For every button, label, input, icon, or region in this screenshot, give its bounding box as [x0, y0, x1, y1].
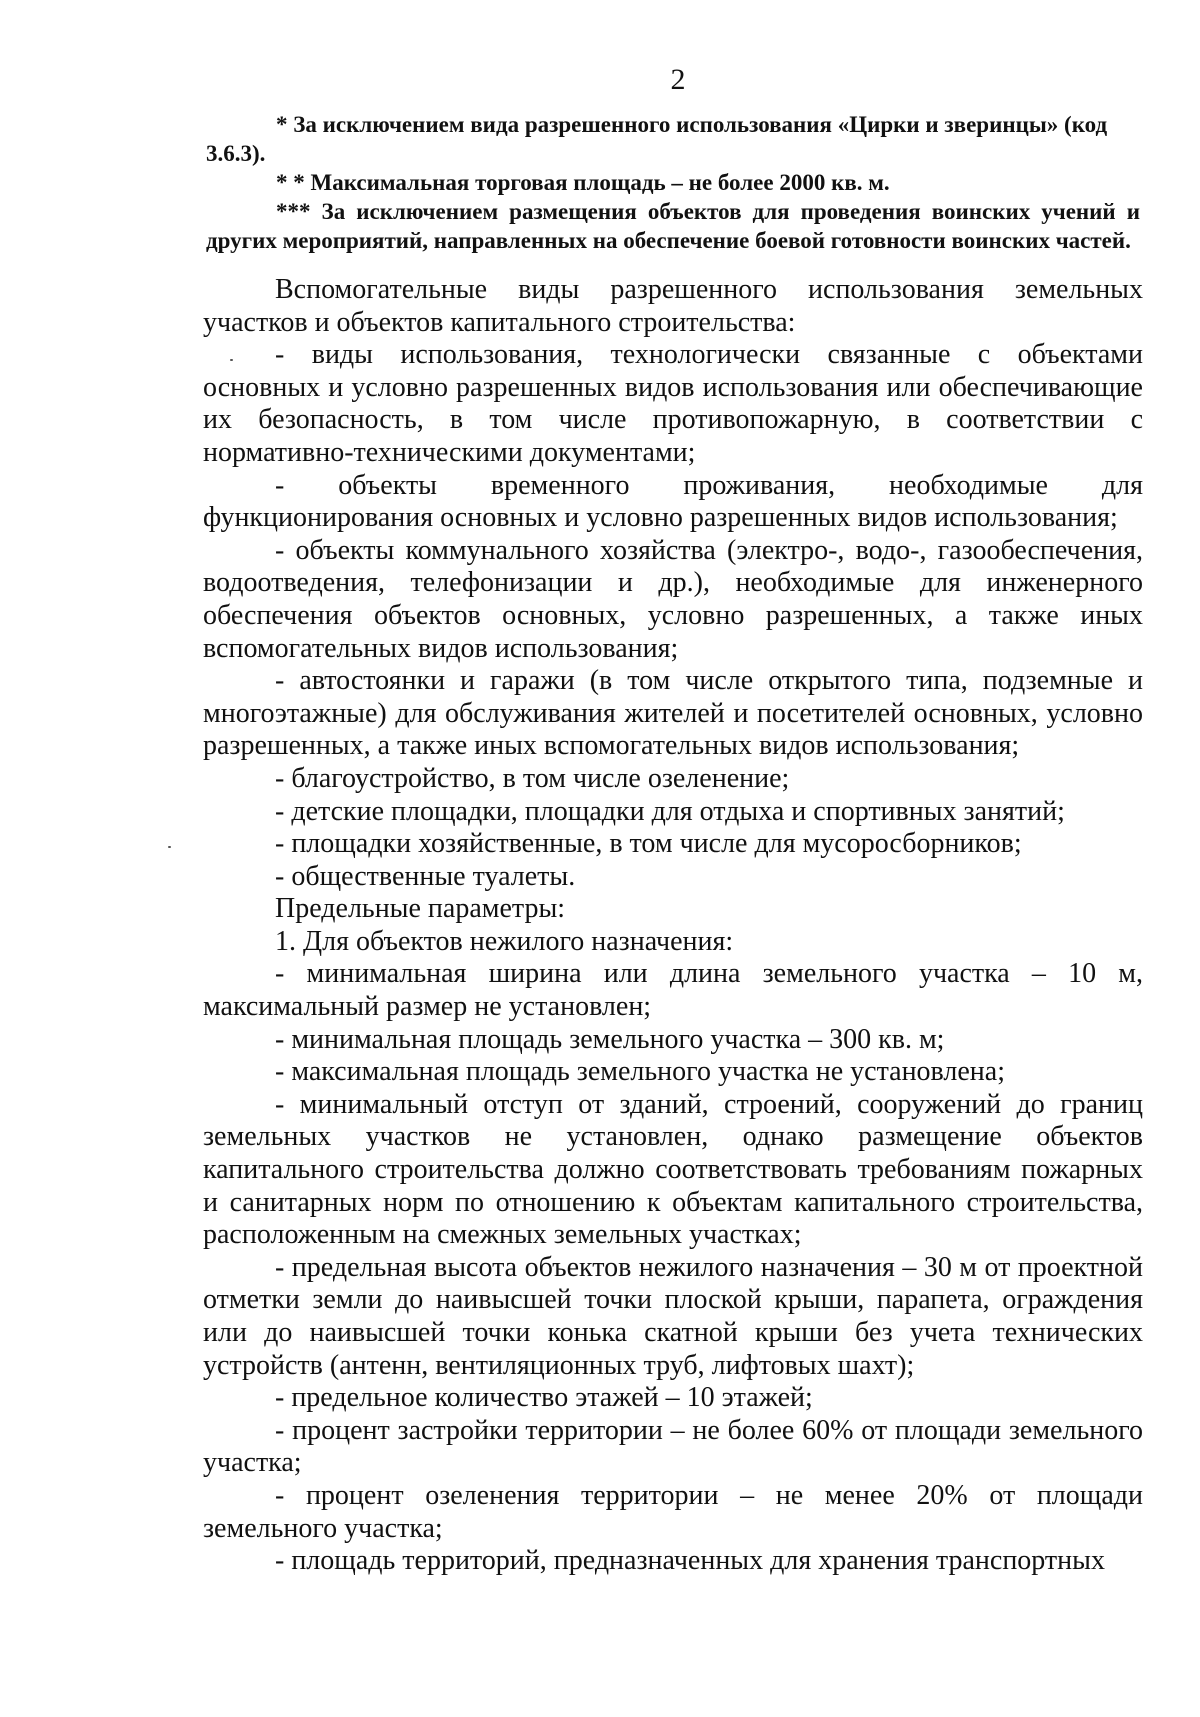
paragraph: - благоустройство, в том числе озеленение;	[275, 762, 790, 794]
footnote: *** За исключением размещения объектов для проведения воинских учений и других мероприятий, направленных на обеспечение боевой готовности воинских частей.	[206, 199, 1140, 253]
body-text	[203, 274, 1143, 1578]
paragraph: - процент озеленения территории – не менее 20% от площади земельного участка;	[203, 1479, 1143, 1544]
section-label: 1. Для объектов нежилого назначения:	[275, 925, 734, 957]
page-number: 2	[670, 63, 686, 96]
paragraph: - предельное количество этажей – 10 этажей;	[275, 1382, 813, 1414]
section-label: Предельные параметры:	[275, 893, 566, 925]
paragraph: - виды использования, технологически связанные с объектами основных и условно разрешенных видов использования или обеспечивающие их безопасность, в том числе противопожарную, в соответствии с нормативно-техническими документами;	[203, 339, 1143, 468]
scan-speck	[168, 846, 171, 848]
paragraph: - площадки хозяйственные, в том числе для мусоросборников;	[275, 828, 1022, 860]
paragraph: - площадь территорий, предназначенных для хранения транспортных	[275, 1545, 1105, 1577]
paragraph: - максимальная площадь земельного участка не установлена;	[275, 1056, 1005, 1088]
paragraph-heading: Вспомогательные виды разрешенного использования земельных участков и объектов капитального строительства:	[203, 274, 1143, 338]
footnote: * * Максимальная торговая площадь – не более 2000 кв. м.	[276, 170, 890, 195]
paragraph: - предельная высота объектов нежилого назначения – 30 м от проектной отметки земли до наивысшей точки плоской крыши, парапета, ограждения или до наивысшей точки конька скатной крыши без учета технических устройств (антенн, вентиляционных труб, лифтовых шахт);	[203, 1251, 1143, 1381]
paragraph: - минимальный отступ от зданий, строений, сооружений до границ земельных участков не установлен, однако размещение объектов капитального строительства должно соответствовать требованиям пожарных и санитарных норм по отношению к объектам капитального строительства, расположенным на смежных земельных участках;	[203, 1088, 1143, 1251]
paragraph: - детские площадки, площадки для отдыха и спортивных занятий;	[275, 795, 1065, 827]
paragraph: - объекты временного проживания, необходимые для функционирования основных и условно разрешенных видов использования;	[203, 469, 1143, 534]
paragraph: - процент застройки территории – не более 60% от площади земельного участка;	[203, 1414, 1143, 1479]
paragraph: - автостоянки и гаражи (в том числе открытого типа, подземные и многоэтажные) для обслуживания жителей и посетителей основных, условно разрешенных, а также иных вспомогательных видов использования;	[203, 665, 1143, 762]
scan-speck	[230, 359, 233, 361]
paragraph: - объекты коммунального хозяйства (электро-, водо-, газообеспечения, водоотведения, телефонизации и др.), необходимые для инженерного обеспечения объектов основных, условно разрешенных, а также иных вспомогательных видов использования;	[203, 534, 1143, 664]
footnotes	[206, 110, 1140, 255]
paragraph: - минимальная ширина или длина земельного участка – 10 м, максимальный размер не установлен;	[203, 958, 1143, 1023]
paragraph: - минимальная площадь земельного участка – 300 кв. м;	[275, 1023, 945, 1055]
paragraph: - общественные туалеты.	[275, 860, 576, 892]
footnote: * За исключением вида разрешенного использования «Цирки и зверинцы» (код 3.6.3).	[206, 112, 1108, 166]
